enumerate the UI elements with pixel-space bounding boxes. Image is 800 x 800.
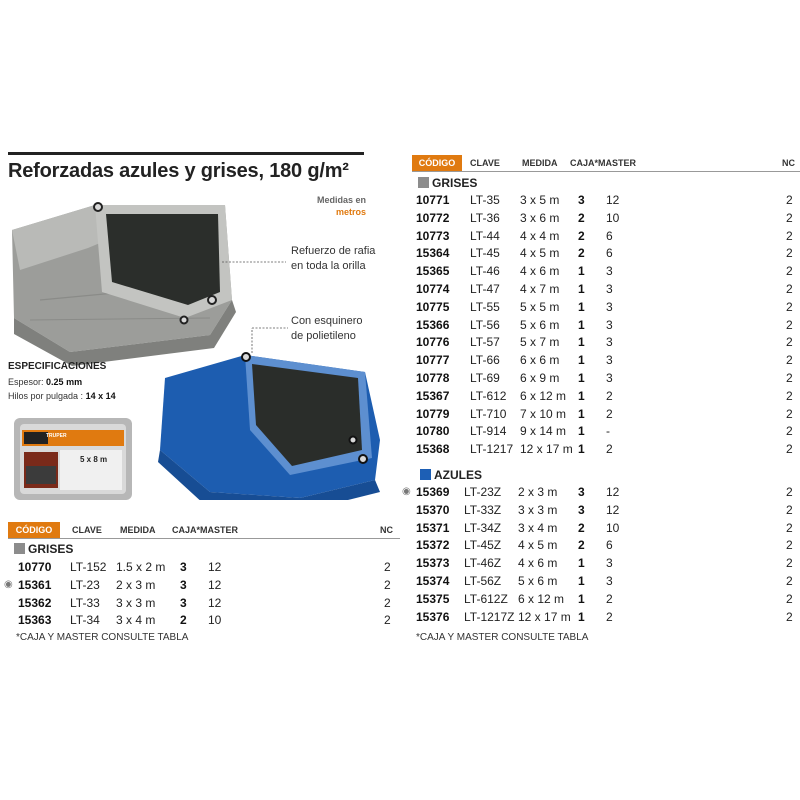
- gray-swatch-icon: [14, 543, 25, 554]
- raffia-callout-line1: Refuerzo de rafia: [291, 245, 376, 257]
- product-master: 10: [208, 613, 222, 628]
- product-code: 15372: [416, 538, 450, 553]
- product-clave: LT-34Z: [464, 520, 502, 535]
- product-medida: 4 x 7 m: [520, 282, 560, 296]
- product-clave: LT-23Z: [464, 485, 502, 499]
- table-row: [8, 594, 400, 612]
- product-nc: 2: [786, 353, 793, 368]
- title-main: Reforzadas azules y grises,: [8, 160, 264, 182]
- product-medida: 6 x 9 m: [520, 371, 560, 385]
- product-code: 15364: [416, 246, 450, 261]
- product-master: 2: [606, 406, 613, 421]
- product-caja: 3: [180, 560, 187, 574]
- table-row: [408, 422, 800, 440]
- product-master: 3: [606, 371, 613, 385]
- eye-icon: ◉: [402, 486, 411, 497]
- product-medida: 1.5 x 2 m: [116, 560, 166, 574]
- product-code: 10770: [18, 560, 52, 574]
- product-caja: 2: [578, 538, 585, 553]
- table-row: [408, 280, 800, 298]
- product-code: 15376: [416, 609, 450, 624]
- right-group-grises: [418, 175, 477, 191]
- product-nc: 2: [786, 246, 793, 261]
- product-caja: 2: [578, 228, 585, 243]
- product-master: 2: [606, 442, 613, 457]
- left-footnote: *CAJA Y MASTER CONSULTE TABLA: [16, 632, 189, 643]
- raffia-callout: [291, 244, 375, 274]
- product-code: 15361: [18, 577, 52, 592]
- table-row: [408, 572, 800, 590]
- right-group-grises-label: GRISES: [432, 176, 478, 190]
- spec-threads-label: Hilos por pulgada :: [8, 391, 84, 401]
- product-medida: 5 x 5 m: [520, 299, 560, 314]
- product-caja: 3: [578, 193, 585, 207]
- product-medida: 4 x 5 m: [518, 538, 558, 553]
- measures-note-line2: metros: [335, 207, 366, 217]
- product-code: 15370: [416, 502, 450, 517]
- product-caja: 2: [578, 520, 585, 535]
- product-clave: LT-33: [70, 595, 100, 610]
- gray-tarp-image: [12, 203, 236, 366]
- product-caja: 2: [578, 246, 585, 261]
- page-title: [8, 160, 349, 183]
- table-row: [408, 387, 800, 405]
- product-caja: 2: [180, 613, 187, 628]
- right-group-azules: [420, 467, 482, 483]
- product-nc: 2: [786, 556, 793, 571]
- product-clave: LT-55: [470, 299, 500, 314]
- product-nc: 2: [786, 228, 793, 243]
- product-master: 12: [208, 595, 222, 610]
- product-clave: LT-66: [470, 353, 500, 368]
- product-nc: 2: [786, 609, 793, 624]
- table-row: [408, 590, 800, 608]
- product-code: 15362: [18, 595, 52, 610]
- product-caja: 1: [578, 264, 585, 279]
- product-code: 15369: [416, 485, 450, 499]
- product-medida: 5 x 6 m: [518, 574, 558, 588]
- product-medida: 4 x 6 m: [518, 556, 558, 571]
- left-header-master: MASTER: [200, 525, 238, 535]
- table-row: [408, 501, 800, 519]
- table-row: [408, 209, 800, 227]
- right-header-nc: NC: [782, 158, 795, 168]
- spec-thickness: [8, 377, 82, 387]
- product-clave: LT-46Z: [464, 556, 502, 571]
- product-master: 6: [606, 246, 613, 261]
- product-caja: 3: [180, 595, 187, 610]
- product-caja: 1: [578, 591, 585, 606]
- product-medida: 3 x 5 m: [520, 193, 560, 207]
- product-clave: LT-914: [470, 424, 507, 439]
- table-row: [408, 536, 800, 554]
- table-row: [408, 519, 800, 537]
- product-clave: LT-47: [470, 282, 500, 296]
- table-row: [408, 298, 800, 316]
- product-code: 10776: [416, 335, 450, 350]
- product-clave: LT-69: [470, 371, 500, 385]
- product-nc: 2: [384, 613, 391, 628]
- product-clave: LT-57: [470, 335, 500, 350]
- product-code: 10778: [416, 371, 450, 385]
- product-medida: 12 x 17 m: [518, 609, 571, 624]
- table-row: [402, 483, 800, 501]
- product-medida: 3 x 6 m: [520, 210, 560, 225]
- product-nc: 2: [786, 388, 793, 403]
- left-header-rule: [8, 538, 400, 539]
- table-row: [4, 576, 400, 594]
- product-clave: LT-152: [70, 560, 107, 574]
- product-clave: LT-1217Z: [464, 609, 515, 624]
- product-caja: 1: [578, 353, 585, 368]
- product-master: 12: [606, 193, 620, 207]
- right-header-master: MASTER: [598, 158, 636, 168]
- blue-swatch-icon: [420, 469, 431, 480]
- product-master: 10: [606, 210, 620, 225]
- product-master: 3: [606, 264, 613, 279]
- table-row: [408, 316, 800, 334]
- product-medida: 9 x 14 m: [520, 424, 567, 439]
- product-clave: LT-23: [70, 577, 100, 592]
- product-clave: LT-45Z: [464, 538, 502, 553]
- left-header-caja: CAJA*: [172, 525, 201, 535]
- right-header-rule: [412, 171, 800, 172]
- table-row: [408, 262, 800, 280]
- product-master: -: [606, 424, 610, 439]
- product-medida: 4 x 5 m: [520, 246, 560, 261]
- product-medida: 7 x 10 m: [520, 406, 567, 421]
- product-nc: 2: [786, 282, 793, 296]
- product-caja: 2: [578, 210, 585, 225]
- product-code: 15363: [18, 613, 52, 628]
- raffia-callout-line2: en toda la orilla: [291, 260, 366, 272]
- product-caja: 1: [578, 406, 585, 421]
- product-caja: 3: [578, 502, 585, 517]
- product-caja: 1: [578, 299, 585, 314]
- product-medida: 2 x 3 m: [116, 577, 156, 592]
- product-nc: 2: [786, 264, 793, 279]
- product-nc: 2: [786, 502, 793, 517]
- product-medida: 4 x 4 m: [520, 228, 560, 243]
- product-clave: LT-46: [470, 264, 500, 279]
- product-clave: LT-34: [70, 613, 100, 628]
- product-master: 12: [208, 560, 222, 574]
- product-code: 10779: [416, 406, 450, 421]
- product-master: 2: [606, 388, 613, 403]
- product-master: 12: [606, 485, 620, 499]
- product-code: 15371: [416, 520, 450, 535]
- product-medida: 6 x 12 m: [520, 388, 567, 403]
- product-caja: 1: [578, 556, 585, 571]
- right-header-caja: CAJA*: [570, 158, 599, 168]
- product-code: 10780: [416, 424, 450, 439]
- left-header-clave: CLAVE: [72, 525, 102, 535]
- product-nc: 2: [384, 560, 391, 574]
- product-medida: 2 x 3 m: [518, 485, 558, 499]
- product-caja: 1: [578, 442, 585, 457]
- product-master: 3: [606, 335, 613, 350]
- product-caja: 1: [578, 424, 585, 439]
- product-clave: LT-36: [470, 210, 500, 225]
- product-code: 10777: [416, 353, 450, 368]
- product-nc: 2: [786, 193, 793, 207]
- product-nc: 2: [786, 335, 793, 350]
- product-code: 15374: [416, 574, 450, 588]
- product-master: 3: [606, 299, 613, 314]
- left-group-grises-label: GRISES: [28, 542, 74, 556]
- corner-callout: [291, 314, 363, 344]
- product-nc: 2: [786, 591, 793, 606]
- table-row: [408, 191, 800, 209]
- product-clave: LT-56: [470, 317, 500, 332]
- table-row: [408, 351, 800, 369]
- product-master: 10: [606, 520, 620, 535]
- product-medida: 5 x 6 m: [520, 317, 560, 332]
- right-footnote: *CAJA Y MASTER CONSULTE TABLA: [416, 632, 589, 643]
- spec-thickness-label: Espesor:: [8, 377, 44, 387]
- table-row: [408, 608, 800, 626]
- left-group-grises: [14, 541, 73, 557]
- product-caja: 3: [180, 577, 187, 592]
- product-clave: LT-45: [470, 246, 500, 261]
- product-nc: 2: [786, 442, 793, 457]
- product-clave: LT-56Z: [464, 574, 502, 588]
- product-medida: 3 x 4 m: [518, 520, 558, 535]
- product-code: 15366: [416, 317, 450, 332]
- corner-callout-line1: Con esquinero: [291, 315, 363, 327]
- product-nc: 2: [786, 210, 793, 225]
- left-header-medida: MEDIDA: [120, 525, 156, 535]
- package-brand: TRUPER: [46, 433, 67, 439]
- tarp-illustration: [0, 188, 400, 500]
- product-nc: 2: [786, 520, 793, 535]
- product-code: 15373: [416, 556, 450, 571]
- product-caja: 1: [578, 335, 585, 350]
- product-nc: 2: [786, 574, 793, 588]
- product-code: 15375: [416, 591, 450, 606]
- product-medida: 5 x 7 m: [520, 335, 560, 350]
- product-clave: LT-1217: [470, 442, 514, 457]
- spec-threads: [8, 391, 116, 401]
- product-clave: LT-44: [470, 228, 500, 243]
- product-code: 15365: [416, 264, 450, 279]
- product-nc: 2: [786, 406, 793, 421]
- product-master: 12: [208, 577, 222, 592]
- product-master: 2: [606, 591, 613, 606]
- product-caja: 1: [578, 282, 585, 296]
- spec-thickness-value: 0.25 mm: [46, 377, 83, 387]
- product-master: 3: [606, 353, 613, 368]
- product-code: 10775: [416, 299, 450, 314]
- table-row: [408, 369, 800, 387]
- product-caja: 1: [578, 371, 585, 385]
- product-master: 6: [606, 228, 613, 243]
- product-master: 2: [606, 609, 613, 624]
- blue-tarp-image: [158, 353, 380, 500]
- product-medida: 6 x 12 m: [518, 591, 565, 606]
- product-master: 3: [606, 574, 613, 588]
- eye-icon: ◉: [4, 578, 13, 590]
- product-clave: LT-33Z: [464, 502, 502, 517]
- table-row: [408, 333, 800, 351]
- product-nc: 2: [384, 595, 391, 610]
- product-nc: 2: [786, 424, 793, 439]
- right-header-clave: CLAVE: [470, 158, 500, 168]
- product-caja: 1: [578, 574, 585, 588]
- table-row: [408, 227, 800, 245]
- table-row: [408, 554, 800, 572]
- product-nc: 2: [786, 485, 793, 499]
- product-caja: 3: [578, 485, 585, 499]
- product-caja: 1: [578, 609, 585, 624]
- table-row: [8, 558, 400, 576]
- product-caja: 1: [578, 388, 585, 403]
- product-code: 10771: [416, 193, 450, 207]
- product-clave: LT-710: [470, 406, 507, 421]
- table-row: [408, 244, 800, 262]
- right-header-code: CÓDIGO: [412, 155, 462, 171]
- spec-threads-value: 14 x 14: [85, 391, 116, 401]
- product-medida: 3 x 4 m: [116, 613, 156, 628]
- title-rule: [8, 152, 364, 155]
- product-master: 6: [606, 538, 613, 553]
- left-header-code: CÓDIGO: [8, 522, 60, 538]
- product-medida: 3 x 3 m: [518, 502, 558, 517]
- product-medida: 4 x 6 m: [520, 264, 560, 279]
- product-clave: LT-35: [470, 193, 500, 207]
- product-master: 3: [606, 282, 613, 296]
- product-code: 10773: [416, 228, 450, 243]
- product-code: 10774: [416, 282, 450, 296]
- product-nc: 2: [384, 577, 391, 592]
- product-master: 3: [606, 317, 613, 332]
- product-master: 3: [606, 556, 613, 571]
- title-weight: 180 g/m²: [269, 160, 349, 182]
- product-nc: 2: [786, 538, 793, 553]
- measures-note-line1: Medidas en: [316, 195, 366, 205]
- product-clave: LT-612: [470, 388, 507, 403]
- product-caja: 1: [578, 317, 585, 332]
- product-code: 10772: [416, 210, 450, 225]
- product-nc: 2: [786, 371, 793, 385]
- product-clave: LT-612Z: [464, 591, 508, 606]
- right-header-medida: MEDIDA: [522, 158, 558, 168]
- table-row: [8, 611, 400, 629]
- product-nc: 2: [786, 299, 793, 314]
- product-medida: 12 x 17 m: [520, 442, 573, 457]
- right-group-azules-label: AZULES: [434, 468, 482, 482]
- specs-heading: ESPECIFICACIONES: [8, 361, 107, 372]
- corner-callout-line2: de polietileno: [291, 330, 356, 342]
- left-header-nc: NC: [380, 525, 393, 535]
- product-medida: 3 x 3 m: [116, 595, 156, 610]
- table-row: [408, 440, 800, 458]
- product-master: 12: [606, 502, 620, 517]
- table-row: [408, 405, 800, 423]
- gray-swatch-icon: [418, 177, 429, 188]
- product-code: 15368: [416, 442, 450, 457]
- package-size: 5 x 8 m: [80, 455, 108, 464]
- product-code: 15367: [416, 388, 450, 403]
- product-medida: 6 x 6 m: [520, 353, 560, 368]
- package-image: [14, 418, 132, 500]
- product-nc: 2: [786, 317, 793, 332]
